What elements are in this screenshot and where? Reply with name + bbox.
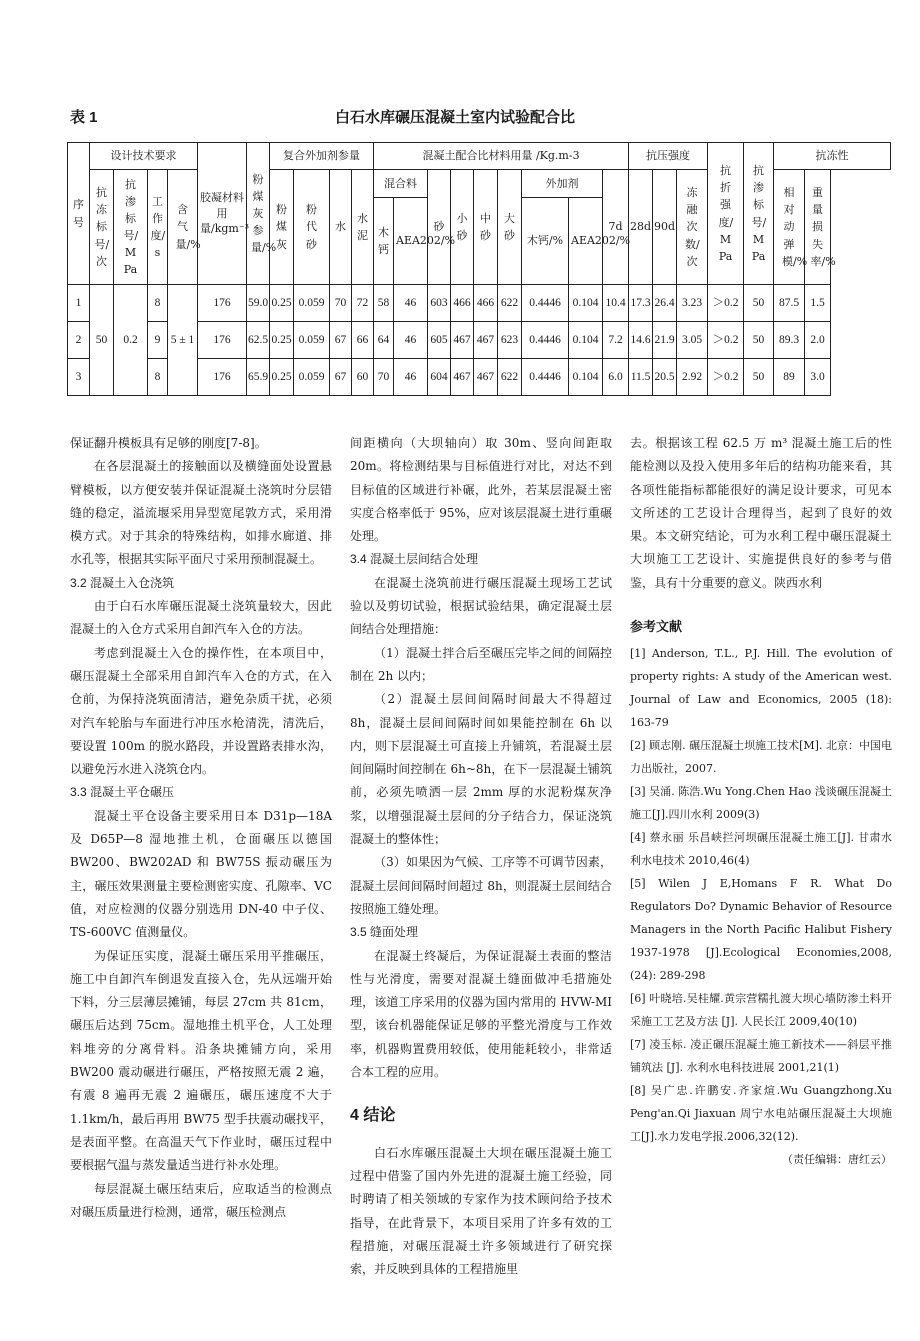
cell-add-aea: 0.104 <box>569 359 603 396</box>
cell-flyash-dosage: 62.5 <box>247 322 270 359</box>
header-elastic: 相对动弹模/% <box>774 170 805 285</box>
header-mix-aea: AEA202/% <box>394 198 428 285</box>
text-column-2 <box>350 432 612 1281</box>
cell-workability: 8 <box>148 359 168 396</box>
cell-sand: 604 <box>428 359 451 396</box>
header-p-flyash: 粉煤灰 <box>270 170 294 285</box>
cell-mid-stone: 467 <box>474 322 498 359</box>
cell-add-calcium: 0.4446 <box>522 285 569 322</box>
paragraph: 在混凝土终凝后，为保证混凝土表面的整洁性与光滑度，需要对混凝土缝面做冲毛措施处理，该道工序采用的仪器为国内常用的 HVW-MI 型，该台机器能保证足够的平整光滑度与工作效率，机器购置费用较低，使用能耗较小，非常适合本工程的应用。 <box>350 948 612 1080</box>
paragraph: 保证翻升模板具有足够的刚度[7-8]。 <box>70 436 267 450</box>
cell-workability: 9 <box>148 322 168 359</box>
cell-big-stone: 622 <box>498 285 522 322</box>
header-90d: 90d <box>653 170 677 285</box>
table-label: 表 1 <box>70 109 98 126</box>
cell-mid-stone: 467 <box>474 359 498 396</box>
cell-thaw: 50 <box>744 322 774 359</box>
cell-mix-aea: 46 <box>394 359 428 396</box>
cell-binder: 176 <box>198 285 247 322</box>
header-binder: 胶凝材料用量/kgm⁻³ <box>198 143 247 285</box>
references-title: 参考文献 <box>630 619 683 635</box>
header-p-sand: 粉代砂 <box>294 170 330 285</box>
cell-28d: 14.6 <box>629 322 653 359</box>
table-row <box>68 285 891 322</box>
paragraph: 考虑到混凝土入仓的操作性，在本项目中，碾压混凝土全部采用自卸汽车入仓的方式，在入仓前，为保持浇筑面清洁，避免杂质干扰，必须对汽车轮胎与车面进行冲压水枪清洗，清洗后，要设置 100m 的脱水路段，并设置路表排水沟，以避免污水进入浇筑仓内。 <box>70 645 332 777</box>
cell-small-stone: 466 <box>451 285 474 322</box>
header-seep-grade: 抗渗标号/MPa <box>114 170 148 285</box>
cell-mix-calcium: 58 <box>374 285 394 322</box>
cell-water: 67 <box>330 359 352 396</box>
cell-90d: 21.9 <box>653 322 677 359</box>
cell-flyash-dosage: 65.9 <box>247 359 270 396</box>
cell-big-stone: 623 <box>498 322 522 359</box>
cell-big-stone: 622 <box>498 359 522 396</box>
cell-sand: 605 <box>428 322 451 359</box>
cell-thaw: 50 <box>744 285 774 322</box>
cell-water: 70 <box>330 285 352 322</box>
header-28d: 28d <box>629 170 653 285</box>
cell-90d: 20.5 <box>653 359 677 396</box>
cell-elastic: 89.3 <box>774 322 805 359</box>
cell-mix-aea: 46 <box>394 322 428 359</box>
cell-p-sand: 0.059 <box>294 285 330 322</box>
cell-mass-loss: 3.0 <box>805 359 831 396</box>
header-additive: 外加剂 <box>522 170 603 198</box>
cell-p-flyash: 0.25 <box>270 359 294 396</box>
header-add-calcium: 木钙/% <box>522 198 569 285</box>
header-mix-calcium: 木钙 <box>374 198 394 285</box>
cell-binder: 176 <box>198 359 247 396</box>
table-title: 白石水库碾压混凝土室内试验配合比 <box>335 109 576 126</box>
header-mass-loss: 重量损失率/% <box>805 170 831 285</box>
reference-item: [2] 顾志刚. 碾压混凝土坝施工技术[M]. 北京：中国电力出版社，2007. <box>630 739 892 776</box>
cell-add-aea: 0.104 <box>569 285 603 322</box>
cell-90d: 26.4 <box>653 285 677 322</box>
header-flex: 抗折强度/MPa <box>708 143 744 285</box>
cell-cement: 60 <box>352 359 374 396</box>
cell-7d: 7.2 <box>603 322 629 359</box>
reference-item: [8] 吴广忠.许鹏安.齐家煊.Wu Guangzhong.Xu Peng'an.Qi Jiaxuan 周宁水电站碾压混凝土大坝施工[J].水力发电学报.2006,32(12). <box>630 1084 892 1144</box>
cell-cement: 72 <box>352 285 374 322</box>
section-heading-3-2: 3.2 混凝土入仓浇筑 <box>70 575 175 590</box>
cell-add-aea: 0.104 <box>569 322 603 359</box>
cell-mix-calcium: 70 <box>374 359 394 396</box>
cell-small-stone: 467 <box>451 322 474 359</box>
section-heading-3-5: 3.5 缝面处理 <box>350 925 419 940</box>
header-compressive: 抗压强度 <box>629 143 708 170</box>
cell-mass-loss: 2.0 <box>805 322 831 359</box>
reference-item: [6] 叶晓培.吴桂耀.黄宗营糯扎渡大坝心墙防渗土料开采施工工艺及方法 [J]. 人民长江 2009,40(10) <box>630 992 892 1029</box>
paragraph: 去。根据该工程 62.5 万 m³ 混凝土施工后的性能检测以及投入使用多年后的结构功能来看，其各项性能指标都能很好的满足设计要求，可见本文所述的工艺设计合理得当，起到了良好的效果。本文研究结论，可为水利工程中碾压混凝土大坝施工工艺设计、实施提供良好的参考与借鉴，具有十分重要的意义。陕西水利 <box>630 436 892 590</box>
header-frost-grade: 抗冻标号/次 <box>90 170 114 285</box>
cell-binder: 176 <box>198 322 247 359</box>
cell-seep-grade: 0.2 <box>114 285 148 396</box>
reference-item: [3] 吴涌. 陈浩.Wu Yong.Chen Hao 浅谈碾压混凝土施工[J].四川水利 2009(3) <box>630 785 892 822</box>
mix-proportion-table <box>67 142 891 396</box>
cell-workability: 8 <box>148 285 168 322</box>
header-air: 含气量/% <box>168 170 198 285</box>
cell-mid-stone: 466 <box>474 285 498 322</box>
cell-mix-calcium: 64 <box>374 322 394 359</box>
reference-list <box>630 642 892 1148</box>
header-design: 设计技术要求 <box>90 143 198 170</box>
header-workability: 工作度/s <box>148 170 168 285</box>
cell-frost-grade: 50 <box>90 285 114 396</box>
header-flyash-dosage: 粉煤灰参量/% <box>247 143 270 285</box>
reference-item: [5] Wilen J E,Homans F R. What Do Regulators Do? Dynamic Behavior of Resource Managers in the North Pacific Halibut Fishery 1937-1978 [J].Ecological Economies,2008, (24): 289-298 <box>630 877 892 983</box>
reference-item: [4] 蔡永丽 乐昌峡拦河坝碾压混凝土施工[J]. 甘肃水利水电技术 2010,46(4) <box>630 831 892 868</box>
section-heading-3-3: 3.3 混凝土平仓碾压 <box>70 785 175 800</box>
cell-elastic: 87.5 <box>774 285 805 322</box>
cell-flyash-dosage: 59.0 <box>247 285 270 322</box>
cell-28d: 17.3 <box>629 285 653 322</box>
header-add-aea: AEA202/% <box>569 198 603 285</box>
cell-p-sand: 0.059 <box>294 322 330 359</box>
cell-mass-loss: 1.5 <box>805 285 831 322</box>
cell-water: 67 <box>330 322 352 359</box>
text-column-1 <box>70 432 332 1224</box>
header-sand: 砂 <box>428 170 451 285</box>
cell-no: 2 <box>68 322 90 359</box>
section-heading-3-4: 3.4 混凝土层间结合处理 <box>350 552 479 567</box>
header-mid-stone: 中砂 <box>474 170 498 285</box>
header-admix-dosage: 复合外加剂参量 <box>270 143 374 170</box>
reference-item: [7] 凌玉标. 凌正碾压混凝土施工新技术——斜层平推铺筑法 [J]. 水利水电科技进展 2001,21(1) <box>630 1038 892 1075</box>
header-no: 序号 <box>68 143 90 285</box>
paragraph: 混凝土平仓设备主要采用日本 D31p—18A 及 D65P—8 湿地推土机，仓面碾压以德国 BW200、BW202AD 和 BW75S 振动碾压为主，碾压效果测量主要检测密实度、孔隙率、VC 值，对应检测的仪器分别选用 DN-40 中子仪、TS-600VC 值测量仪。 <box>70 808 332 940</box>
header-7d: 7d <box>603 170 629 285</box>
cell-p-flyash: 0.25 <box>270 322 294 359</box>
editor-note: （责任编辑：唐红云） <box>782 1153 892 1167</box>
header-seep-label: 抗渗标号/MPa <box>744 143 774 285</box>
cell-no: 3 <box>68 359 90 396</box>
paragraph: 由于白石水库碾压混凝土浇筑量较大，因此混凝土的入仓方式采用自卸汽车入仓的方法。 <box>70 599 332 637</box>
cell-7d: 10.4 <box>603 285 629 322</box>
paragraph: 在各层混凝土的接触面以及横缝面处设置悬臂模板，以方便安装并保证混凝土浇筑时分层错缝的稳定，溢流堰采用异型宽尾敦方式，采用滑模方式。对于其余的特殊结构，如排水廊道、排水孔等，根据其实际平面尺寸采用预制混凝土。 <box>70 459 332 567</box>
cell-add-calcium: 0.4446 <box>522 322 569 359</box>
header-water: 水 <box>330 170 352 285</box>
header-frost: 抗冻性 <box>774 143 891 170</box>
cell-p-sand: 0.059 <box>294 359 330 396</box>
paragraph: 白石水库碾压混凝土大坝在碾压混凝土施工过程中借鉴了国内外先进的混凝土施工经验，同时聘请了相关领域的专家作为技术顾问给予技术指导，在此背景下，本项目采用了许多有效的工程措施，对碾压混凝土许多领域进行了研究探索，并反映到具体的工程措施里 <box>350 1145 612 1277</box>
cell-flex: 2.92 <box>677 359 708 396</box>
cell-flex: 3.23 <box>677 285 708 322</box>
header-cement: 水泥 <box>352 170 374 285</box>
cell-flex: 3.05 <box>677 322 708 359</box>
text-column-3 <box>630 432 892 1172</box>
paragraph: 为保证压实度，混凝土碾压采用平推碾压，施工中自卸汽车倒退发直接入仓，先从远端开始下料，分三层薄层摊铺，每层 27cm 共 81cm，碾压后达到 75cm。湿地推土机平仓，人工处理料堆旁的分离骨料。沿条块摊铺方向，采用 BW200 震动碾进行碾压，严格按照无震 2 遍，有震 8 遍再无震 2 遍碾压，碾压速度不大于 1.1km/h，最后再用 BW75 型手扶震动碾找平，是表面平整。在高温天气下作业时，碾压过程中要根据气温与蒸发量适当进行补水处理。 <box>70 948 332 1173</box>
cell-no: 1 <box>68 285 90 322</box>
cell-air: 5 ± 1 <box>168 285 198 396</box>
cell-seep: ＞0.2 <box>708 322 744 359</box>
cell-p-flyash: 0.25 <box>270 285 294 322</box>
cell-add-calcium: 0.4446 <box>522 359 569 396</box>
cell-small-stone: 467 <box>451 359 474 396</box>
cell-seep: ＞0.2 <box>708 359 744 396</box>
header-thaw: 冻融次数/次 <box>677 170 708 285</box>
header-mix-material: 混凝土配合比材料用量 /Kg.m-3 <box>374 143 629 170</box>
header-small-stone: 小砂 <box>451 170 474 285</box>
header-mixture: 混合料 <box>374 170 428 198</box>
paragraph: （1）混凝土拌合后至碾压完毕之间的间隔控制在 2h 以内； <box>350 645 612 683</box>
cell-7d: 6.0 <box>603 359 629 396</box>
cell-cement: 66 <box>352 322 374 359</box>
paragraph: （3）如果因为气候、工序等不可调节因素，混凝土层间间隔时间超过 8h，则混凝土层间结合按照施工缝处理。 <box>350 855 612 916</box>
paragraph: 每层混凝土碾压结束后，应取适当的检测点对碾压质量进行检测，通常，碾压检测点 <box>70 1181 332 1219</box>
paragraph: 间距横向（大坝轴向）取 30m、竖向间距取 20m。将检测结果与目标值进行对比，对达不到目标值的区域进行补碾，此外，若某层混凝土密实度合格率低于 95%，应对该层混凝土进行重碾处理。 <box>350 436 612 544</box>
cell-elastic: 89 <box>774 359 805 396</box>
cell-sand: 603 <box>428 285 451 322</box>
cell-28d: 11.5 <box>629 359 653 396</box>
cell-seep: ＞0.2 <box>708 285 744 322</box>
paragraph: （2）混凝土层间间隔时间最大不得超过 8h，混凝土层间间隔时间如果能控制在 6h 以内，则下层混凝土可直接上升铺筑，若混凝土层间间隔时间控制在 6h~8h，在下一层混凝土铺筑前，必须先喷洒一层 2mm 厚的水泥粉煤灰净浆，以增强混凝土层间的分子结合力，保证浇筑混凝土的整体性； <box>350 692 612 847</box>
paragraph: 在混凝土浇筑前进行碾压混凝土现场工艺试验以及剪切试验，根据试验结果，确定混凝土层间结合处理措施： <box>350 575 612 637</box>
cell-mix-aea: 46 <box>394 285 428 322</box>
cell-thaw: 50 <box>744 359 774 396</box>
reference-item: [1] Anderson, T.L., P.J. Hill. The evolution of property rights: A study of the American west. Journal of Law and Economics, 2005 (18): 163-79 <box>630 647 892 730</box>
chapter-heading-conclusion: 4 结论 <box>350 1107 396 1125</box>
header-big-stone: 大砂 <box>498 170 522 285</box>
